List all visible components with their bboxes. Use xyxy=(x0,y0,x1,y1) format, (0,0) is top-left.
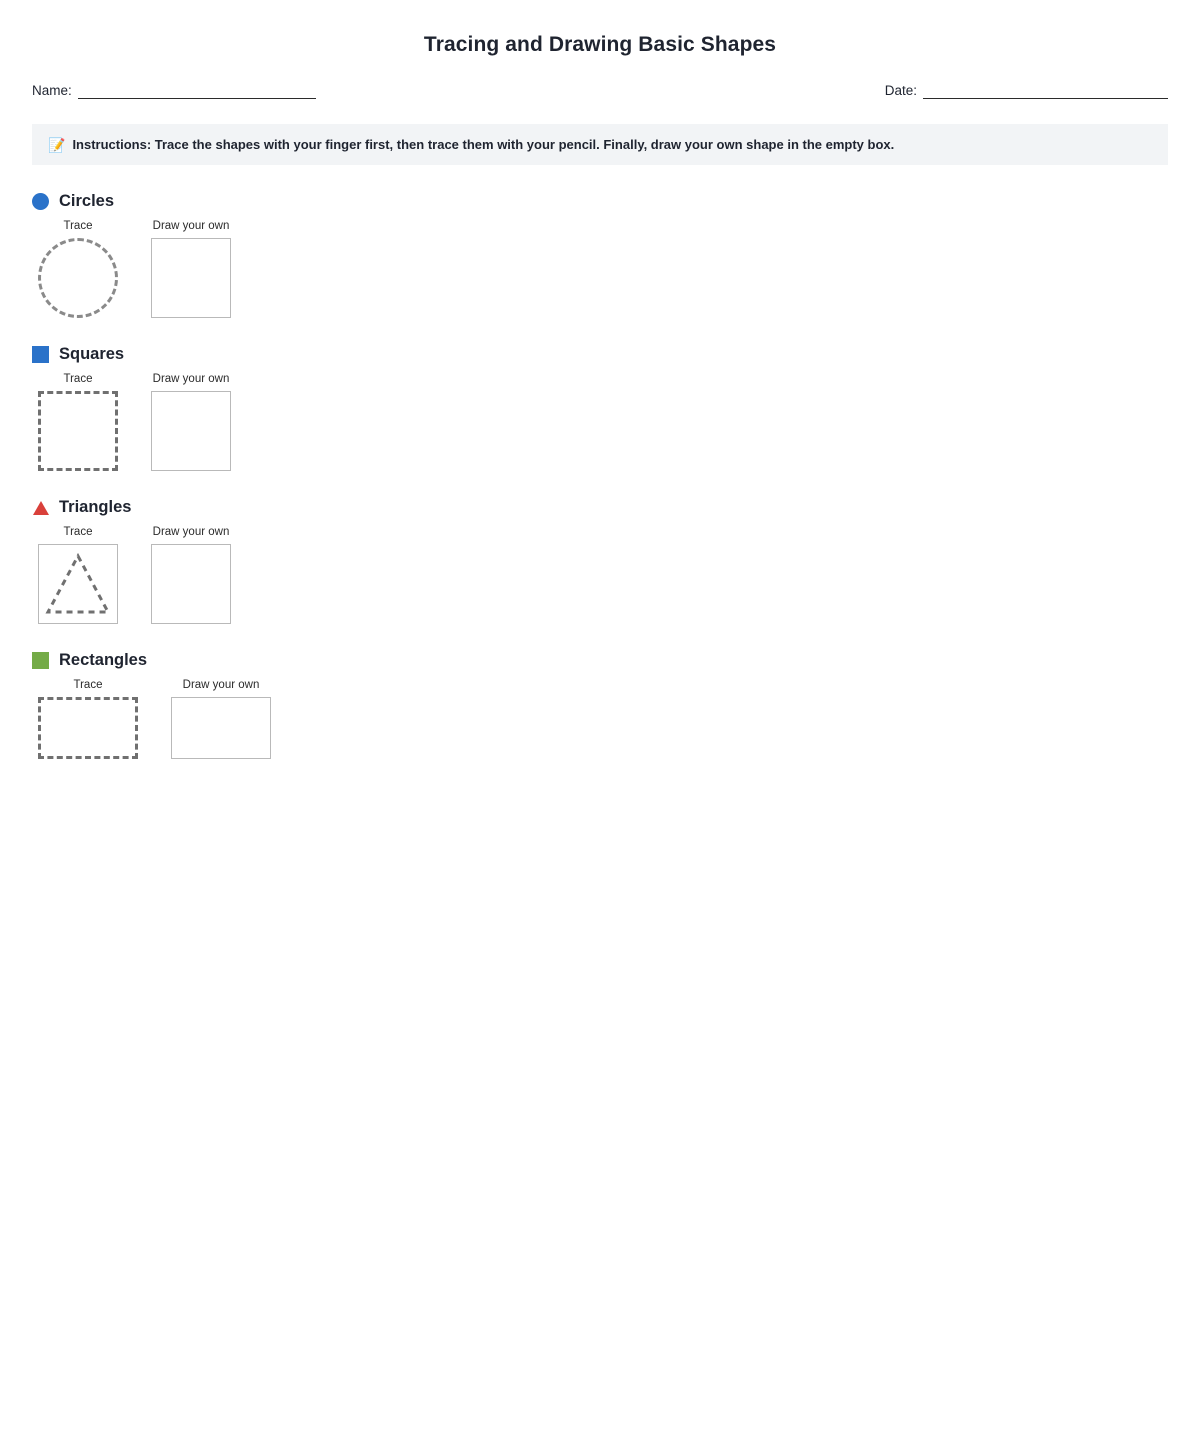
section-title-triangles: Triangles xyxy=(59,498,132,516)
section-title-rectangles: Rectangles xyxy=(59,651,148,669)
trace-triangle-shape xyxy=(38,544,118,624)
name-label: Name: xyxy=(32,83,72,98)
name-date-row xyxy=(32,83,1168,99)
section-header-squares xyxy=(32,345,1168,364)
trace-label-square: Trace xyxy=(63,373,93,385)
trace-label-rectangle: Trace xyxy=(73,679,103,691)
shape-row-squares xyxy=(38,373,1168,471)
section-header-circles xyxy=(32,192,1168,211)
section-rectangles xyxy=(32,651,1168,759)
section-title-circles: Circles xyxy=(59,192,115,210)
draw-box-circle[interactable] xyxy=(151,238,231,318)
name-field[interactable] xyxy=(32,83,316,99)
triangle-swatch-icon xyxy=(33,501,49,515)
draw-label-circle: Draw your own xyxy=(152,220,230,232)
section-squares xyxy=(32,345,1168,471)
shape-row-triangles xyxy=(38,526,1168,624)
square-swatch-icon xyxy=(32,346,49,363)
rectangle-swatch-icon xyxy=(32,652,49,669)
draw-cell-rectangle xyxy=(171,679,271,759)
section-title-squares: Squares xyxy=(59,345,125,363)
section-circles xyxy=(32,192,1168,318)
instructions-banner xyxy=(32,124,1168,165)
draw-box-rectangle[interactable] xyxy=(171,697,271,759)
date-label: Date: xyxy=(884,83,917,98)
trace-label-circle: Trace xyxy=(63,220,93,232)
trace-rectangle-shape xyxy=(38,697,138,759)
shape-row-rectangles xyxy=(38,679,1168,759)
draw-cell-circle xyxy=(151,220,231,318)
trace-cell-square xyxy=(38,373,118,471)
instructions-text: Instructions: Trace the shapes with your finger first, then trace them with your pencil. Finally, draw your own shape in the empty box. xyxy=(72,137,895,152)
draw-box-square[interactable] xyxy=(151,391,231,471)
section-triangles xyxy=(32,498,1168,624)
draw-cell-square xyxy=(151,373,231,471)
draw-label-square: Draw your own xyxy=(152,373,230,385)
trace-cell-circle xyxy=(38,220,118,318)
shape-row-circles xyxy=(38,220,1168,318)
trace-label-triangle: Trace xyxy=(63,526,93,538)
name-input-line[interactable] xyxy=(78,85,316,99)
date-field[interactable] xyxy=(885,83,1168,99)
section-header-triangles xyxy=(32,498,1168,517)
draw-cell-triangle xyxy=(151,526,231,624)
date-input-line[interactable] xyxy=(923,85,1168,99)
worksheet-page xyxy=(0,33,1200,759)
trace-cell-rectangle xyxy=(38,679,138,759)
circle-swatch-icon xyxy=(32,193,49,210)
memo-icon: 📝 xyxy=(48,136,66,153)
draw-label-triangle: Draw your own xyxy=(152,526,230,538)
trace-square-shape xyxy=(38,391,118,471)
draw-box-triangle[interactable] xyxy=(151,544,231,624)
draw-label-rectangle: Draw your own xyxy=(182,679,260,691)
page-title: Tracing and Drawing Basic Shapes xyxy=(423,33,777,56)
trace-cell-triangle xyxy=(38,526,118,624)
trace-circle-shape xyxy=(38,238,118,318)
section-header-rectangles xyxy=(32,651,1168,670)
